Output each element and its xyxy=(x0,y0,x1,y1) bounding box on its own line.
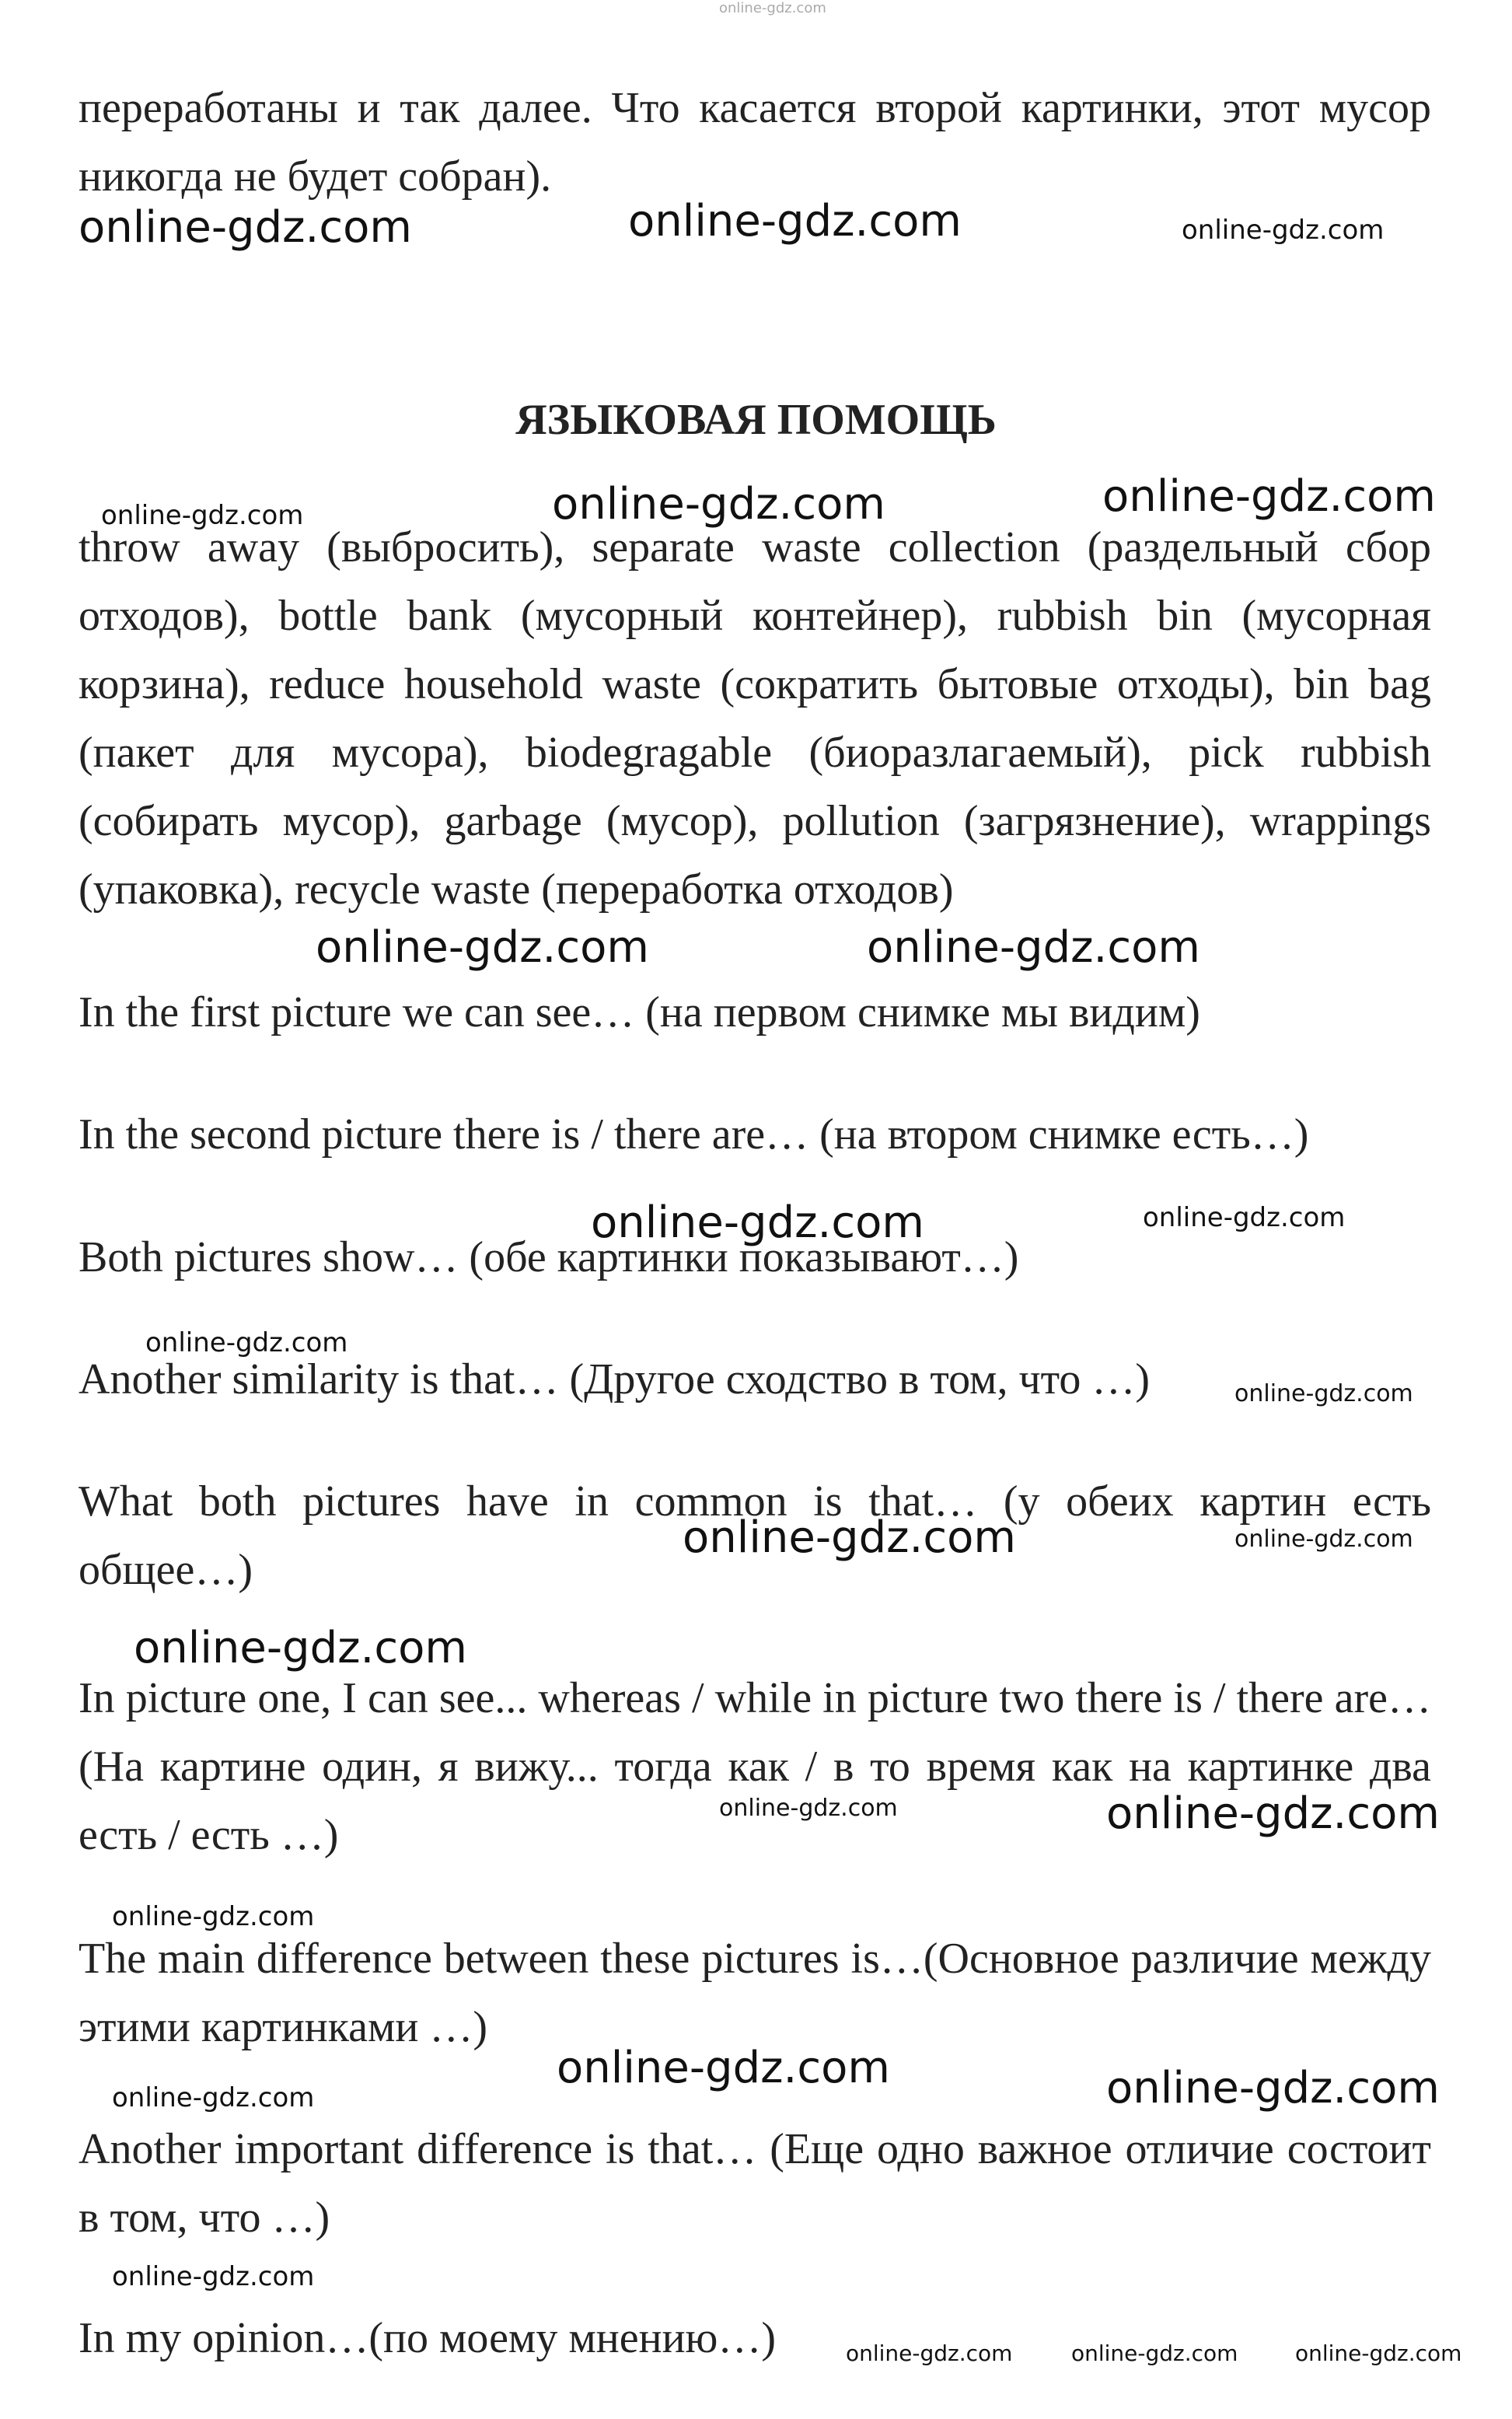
watermark: online-gdz.com xyxy=(1143,1202,1346,1233)
phrase-similarity: Another similarity is that… (Другое сходство в том, что …) xyxy=(79,1355,1151,1404)
watermark: online-gdz.com xyxy=(79,202,412,253)
phrase-important-difference: Another important difference is that… (Еще одно важное отличие состоит в том, что …) xyxy=(79,2125,1431,2242)
phrase-first-picture: In the first picture we can see… (на первом снимке мы видим) xyxy=(79,988,1200,1036)
watermark: online-gdz.com xyxy=(1071,2340,1238,2366)
watermark: online-gdz.com xyxy=(1234,1526,1413,1553)
phrase-whereas: In picture one, I can see... whereas / while in picture two there is / there are…(На картине один, я вижу... тогда как / в то время как на картинке два есть / есть …) xyxy=(79,1674,1431,1859)
section-heading: ЯЗЫКОВАЯ ПОМОЩЬ xyxy=(515,396,997,444)
phrase-in-common: What both pictures have in common is that… (у обеих картин есть общее…) xyxy=(79,1477,1431,1594)
watermark: online-gdz.com xyxy=(1102,471,1436,522)
watermark: online-gdz.com xyxy=(628,196,962,246)
phrase-both-show: Both pictures show… (обе картинки показывают…) xyxy=(79,1233,1019,1281)
phrase-second-picture: In the second picture there is / there are… (на втором снимке есть…) xyxy=(79,1110,1309,1159)
phrase-opinion: In my opinion…(по моему мнению…) xyxy=(79,2314,777,2362)
watermark: online-gdz.com xyxy=(134,1623,467,1673)
watermark: online-gdz.com xyxy=(112,2082,315,2113)
watermark: online-gdz.com xyxy=(1295,2340,1462,2366)
vocabulary-paragraph: throw away (выбросить), separate waste collection (раздельный сбор отходов), bottle bank (мусорный контейнер), rubbish bin (мусорная корзина), reduce household waste (сократить бытовые отходы), bin bag (пакет для мусора), biodegragable (биоразлагаемый), pick rubbish (собирать мусор), garbage (мусор), pollution (загрязнение), wrappings (упаковка), recycle waste (переработка отходов) xyxy=(79,523,1431,914)
watermark: online-gdz.com xyxy=(591,1197,924,1248)
watermark: online-gdz.com xyxy=(557,2043,890,2093)
watermark: online-gdz.com xyxy=(719,1795,898,1822)
phrase-main-difference: The main difference between these pictures is…(Основное различие между этими картинками …) xyxy=(79,1935,1431,2051)
watermark: online-gdz.com xyxy=(1106,1788,1440,1839)
watermark: online-gdz.com xyxy=(1106,2063,1440,2113)
watermark: online-gdz.com xyxy=(1182,215,1385,246)
watermark: online-gdz.com xyxy=(145,1327,348,1358)
watermark: online-gdz.com xyxy=(683,1512,1016,1563)
watermark: online-gdz.com xyxy=(552,479,885,530)
watermark: online-gdz.com xyxy=(101,500,304,531)
watermark: online-gdz.com xyxy=(112,1901,315,1932)
watermark: online-gdz.com xyxy=(112,2261,315,2292)
watermark: online-gdz.com xyxy=(867,922,1200,973)
watermark: online-gdz.com xyxy=(719,0,826,16)
watermark: online-gdz.com xyxy=(316,922,649,973)
watermark: online-gdz.com xyxy=(846,2340,1013,2366)
watermark: online-gdz.com xyxy=(1234,1380,1413,1407)
intro-paragraph: переработаны и так далее. Что касается второй картинки, этот мусор никогда не будет собран). xyxy=(79,84,1431,201)
